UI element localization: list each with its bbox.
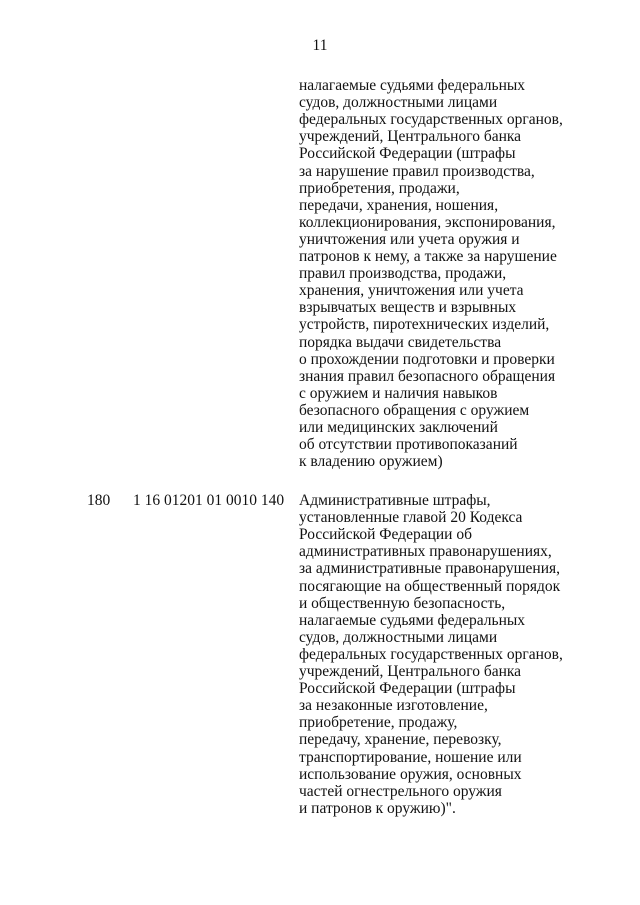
entry-description-line: за незаконные изготовление,	[299, 697, 488, 715]
continuation-line: уничтожения или учета оружия и	[299, 230, 520, 248]
entry-number: 180	[87, 492, 111, 509]
continuation-line: о прохождении подготовки и проверки	[299, 350, 555, 368]
continuation-line: хранения, уничтожения или учета	[299, 282, 524, 300]
entry-description-line: федеральных государственных органов,	[299, 645, 563, 663]
continuation-line: коллекционирования, экспонирования,	[299, 213, 556, 231]
entry-description-line: Российской Федерации об	[299, 526, 472, 544]
entry-description-line: за административные правонарушения,	[299, 560, 561, 578]
continuation-line: судов, должностными лицами	[299, 94, 498, 112]
entry-description-line: использование оружия, основных	[299, 765, 522, 783]
continuation-line: порядка выдачи свидетельства	[299, 333, 502, 351]
continuation-line: правил производства, продажи,	[299, 265, 507, 283]
entry-description-line: приобретение, продажу,	[299, 714, 458, 732]
entry-description-line: установленные главой 20 Кодекса	[299, 509, 523, 527]
continuation-line: знания правил безопасного обращения	[299, 367, 556, 385]
entry-description-line: и патронов к оружию)".	[299, 799, 456, 817]
continuation-line: с оружием и наличия навыков	[299, 384, 498, 402]
continuation-line: или медицинских заключений	[299, 419, 498, 436]
entry-description-line: частей огнестрельного оружия	[299, 782, 502, 800]
continuation-line: взрывчатых веществ и взрывных	[299, 299, 517, 317]
continuation-line: устройств, пиротехнических изделий,	[299, 316, 550, 334]
entry-description-line: Административные штрафы,	[299, 492, 491, 509]
page-number: 11	[312, 37, 328, 54]
entry-description-line: Российской Федерации (штрафы	[299, 680, 516, 698]
entry-description-line: налагаемые судьями федеральных	[299, 611, 526, 629]
continuation-line: об отсутствии противопоказаний	[299, 436, 518, 454]
entry-description-line: учреждений, Центрального банка	[299, 663, 522, 680]
entry-description-line: передачу, хранение, перевозку,	[299, 731, 502, 749]
entry-kbk-code: 1 16 01201 01 0010 140	[133, 492, 285, 509]
continuation-line: налагаемые судьями федеральных	[299, 77, 526, 94]
entry-description-line: административных правонарушениях,	[299, 543, 552, 561]
continuation-line: передачи, хранения, ношения,	[299, 196, 499, 214]
entry-description-line: посягающие на общественный порядок	[299, 577, 561, 595]
continuation-line: к владению оружием)	[299, 453, 443, 471]
entry-description-line: судов, должностными лицами	[299, 628, 498, 646]
continuation-line: учреждений, Центрального банка	[299, 128, 522, 146]
continuation-line: федеральных государственных органов,	[299, 111, 563, 129]
continuation-line: Российской Федерации (штрафы	[299, 145, 516, 163]
continuation-line: приобретения, продажи,	[299, 179, 460, 197]
entry-description-line: и общественную безопасность,	[299, 594, 506, 612]
continuation-line: безопасного обращения с оружием	[299, 401, 530, 419]
entry-description-line: транспортирование, ношение или	[299, 748, 522, 766]
continuation-line: за нарушение правил производства,	[299, 162, 535, 180]
continuation-line: патронов к нему, а также за нарушение	[299, 248, 557, 265]
